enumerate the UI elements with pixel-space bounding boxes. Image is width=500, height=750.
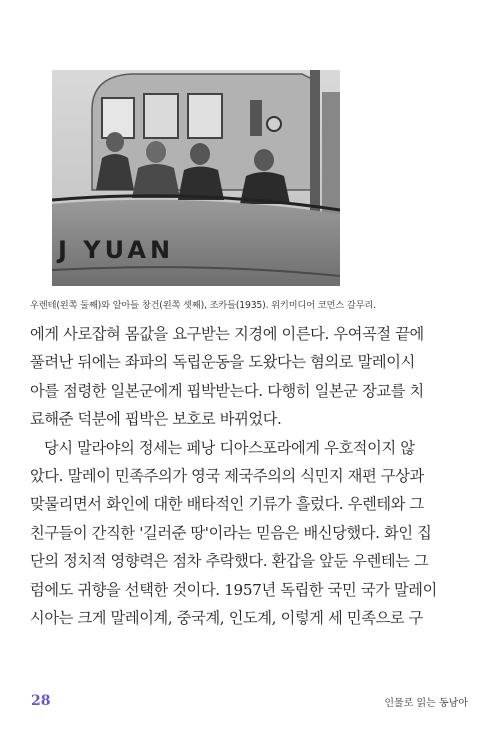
text-line: 에게 사로잡혀 몸값을 요구받는 지경에 이른다. 우여곡절 끝에 bbox=[30, 325, 424, 343]
text-line: 료해준 덕분에 핍박은 보호로 바뀌었다. bbox=[30, 410, 282, 429]
hull-lettering: J YUAN bbox=[58, 236, 175, 264]
text-line: 당시 말라야의 정세는 페낭 디아스포라에게 우호적이지 않 bbox=[44, 438, 415, 457]
text-line: 풀려난 뒤에는 좌파의 독립운동을 도왔다는 혐의로 말레이시 bbox=[30, 353, 415, 372]
text-line: 럼에도 귀향을 선택한 것이다. 1957년 독립한 국민 국가 말레이 bbox=[30, 580, 437, 599]
running-title: 인물로 읽는 동남아 bbox=[384, 698, 468, 709]
text-line: 맞물리면서 화인에 대한 배타적인 기류가 흘렀다. 우렌테와 그 bbox=[30, 495, 424, 514]
ship-photo-illustration bbox=[52, 70, 340, 286]
photo-caption: 우렌테(왼쪽 둘째)와 알아들 창건(왼쪽 셋째), 조카들(1935). 위키미디어 코먼스 갈무리. bbox=[30, 300, 376, 311]
text-line: 친구들이 간직한 '길러준 땅'이라는 믿음은 배신당했다. 화인 집 bbox=[30, 523, 432, 542]
body-text bbox=[30, 320, 472, 632]
text-line: 았다. 말레이 민족주의가 영국 제국주의의 식민지 재편 구상과 bbox=[30, 467, 424, 486]
paragraph-2 bbox=[30, 434, 472, 633]
text-line: 아를 점령한 일본군에게 핍박받는다. 다행히 일본군 장교를 치 bbox=[30, 381, 424, 400]
text-line: 단의 정치적 영향력은 점차 추락했다. 환갑을 앞둔 우렌테는 그 bbox=[30, 552, 429, 571]
historical-photo bbox=[52, 70, 340, 286]
text-line: 시아는 크게 말레이계, 중국계, 인도계, 이렇게 세 민족으로 구 bbox=[30, 609, 423, 628]
paragraph-1 bbox=[30, 320, 472, 434]
page-number: 28 bbox=[31, 693, 51, 709]
